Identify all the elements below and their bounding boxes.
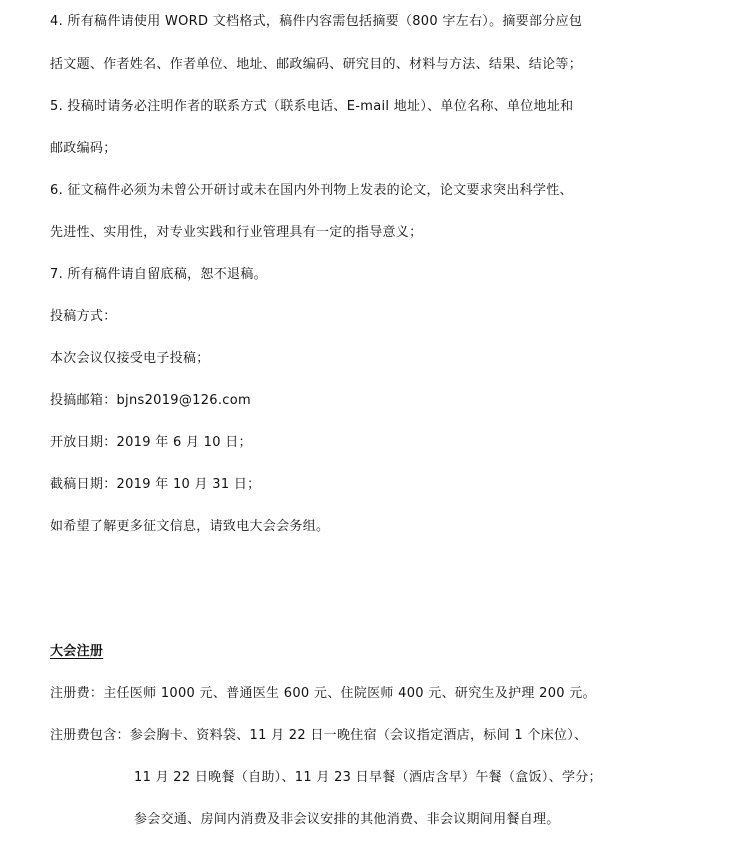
requirement-5-line-2: 邮政编码；: [50, 141, 117, 156]
requirement-6-line-2: 先进性、实用性，对专业实践和行业管理具有一定的指导意义；: [50, 225, 423, 240]
registration-heading: 大会注册: [50, 644, 104, 659]
deadline-date: 截稿日期：2019 年 10 月 31 日；: [50, 477, 261, 492]
submission-method-note: 本次会议仅接受电子投稿；: [50, 351, 210, 366]
open-date: 开放日期：2019 年 6 月 10 日；: [50, 435, 252, 450]
registration-fee: 注册费：主任医师 1000 元、普通医生 600 元、住院医师 400 元、研究生及护理 200 元。: [50, 686, 596, 701]
requirement-4-line-2: 括文题、作者姓名、作者单位、地址、邮政编码、研究目的、材料与方法、结果、结论等；: [50, 57, 583, 72]
requirement-4-line-1: 4. 所有稿件请使用 WORD 文档格式，稿件内容需包括摘要（800 字左右）。摘要部分应包: [50, 14, 583, 29]
submission-method-title: 投稿方式：: [50, 309, 117, 324]
registration-includes-line-3: 参会交通、房间内消费及非会议安排的其他消费、非会议期间用餐自理。: [134, 812, 560, 827]
requirement-5-line-1: 5. 投稿时请务必注明作者的联系方式（联系电话、E-mail 地址）、单位名称、单位地址和: [50, 99, 574, 114]
registration-includes-line-1: 注册费包含：参会胸卡、资料袋、11 月 22 日一晚住宿（会议指定酒店，标间 1 个床位）、: [50, 728, 588, 743]
requirement-7: 7. 所有稿件请自留底稿，恕不退稿。: [50, 267, 267, 282]
submission-email: 投搞邮箱：bjns2019@126.com: [50, 393, 251, 408]
contact-note: 如希望了解更多征文信息，请致电大会会务组。: [50, 519, 330, 534]
registration-includes-line-2: 11 月 22 日晚餐（自助）、11 月 23 日早餐（酒店含早）午餐（盒饭）、学分；: [134, 770, 602, 785]
requirement-6-line-1: 6. 征文稿件必须为未曾公开研讨或未在国内外刊物上发表的论文，论文要求突出科学性、: [50, 183, 573, 198]
